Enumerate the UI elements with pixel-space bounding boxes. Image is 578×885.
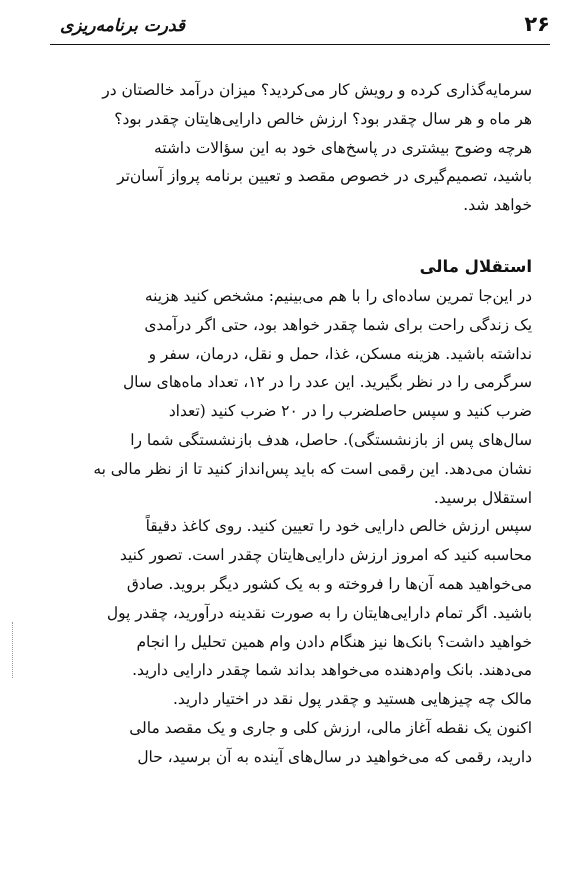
- text-line: نداشته باشید. هزینه مسکن، غذا، حمل و نقل، درمان، سفر و: [148, 344, 532, 363]
- page-header: [50, 6, 550, 45]
- margin-dotted-mark: [12, 622, 14, 678]
- paragraph-5: [62, 714, 532, 772]
- text-line: سال‌های پس از بازنشستگی). حاصل، هدف بازنشستگی شما را: [130, 430, 532, 449]
- text-line: باشید، تصمیم‌گیری در خصوص مقصد و تعیین برنامه پرواز آسان‌تر: [117, 167, 532, 186]
- text-line: سپس ارزش خالص دارایی خود را تعیین کنید. روی کاغذ دقیقاً: [145, 517, 532, 536]
- text-line: دارید، رقمی که می‌خواهید در سال‌های آینده به آن برسید، حال: [137, 747, 532, 766]
- text-line: استقلال برسید.: [433, 488, 532, 507]
- text-line: ضرب کنید و سپس حاصلضرب را در ۲۰ ضرب کنید (تعداد: [168, 402, 532, 421]
- text-line: سرگرمی را در نظر بگیرید. این عدد را در ۱۲، تعداد ماه‌های سال: [123, 373, 532, 392]
- text-line: خواهد شد.: [463, 196, 532, 215]
- paragraph-3: [62, 282, 532, 512]
- paragraph-1: [62, 76, 532, 134]
- text-line: اکنون یک نقطه آغاز مالی، ارزش کلی و جاری و یک مقصد مالی: [129, 718, 532, 737]
- text-line: محاسبه کنید که امروز ارزش دارایی‌هایتان چقدر است. تصور کنید: [119, 546, 532, 565]
- paragraph-4: [62, 512, 532, 714]
- section-spacer: [62, 220, 532, 252]
- text-line: خواهید داشت؟ بانک‌ها نیز هنگام دادن وام همین تحلیل را انجام: [136, 632, 532, 651]
- section-heading: استقلال مالی: [419, 256, 532, 276]
- page-number: ۲۶: [524, 12, 550, 36]
- text-line: می‌خواهید همه آن‌ها را فروخته و به یک کشور دیگر بروید. صادق: [126, 574, 532, 593]
- text-line: باشید. اگر تمام دارایی‌هایتان را به صورت نقدینه درآورید، چقدر پول: [106, 603, 532, 622]
- page-body: [62, 76, 532, 772]
- text-line: سرمایه‌گذاری کرده و رویش کار می‌کردید؟ میزان درآمد خالصتان در: [102, 81, 532, 99]
- text-line: نشان می‌دهد. این رقمی است که باید پس‌انداز کنید تا از نظر مالی به: [93, 459, 532, 478]
- text-line: هر ماه و هر سال چقدر بود؟ ارزش خالص دارایی‌هایتان چقدر بود؟: [114, 109, 532, 128]
- running-title: قدرت برنامه‌ریزی: [60, 16, 186, 36]
- text-line: مالک چه چیزهایی هستید و چقدر پول نقد در اختیار دارید.: [173, 690, 532, 709]
- text-line: یک زندگی راحت برای شما چقدر خواهد بود، حتی اگر درآمدی: [144, 315, 532, 334]
- text-line: می‌دهند. بانک وام‌دهنده می‌خواهد بداند شما چقدر دارایی دارید.: [132, 661, 532, 680]
- paragraph-2: [62, 134, 532, 220]
- text-line: هرچه وضوح بیشتری در پاسخ‌های خود به این سؤالات داشته: [153, 138, 532, 157]
- text-line: در این‌جا تمرین ساده‌ای را با هم می‌بینیم: مشخص کنید هزینه: [144, 286, 532, 305]
